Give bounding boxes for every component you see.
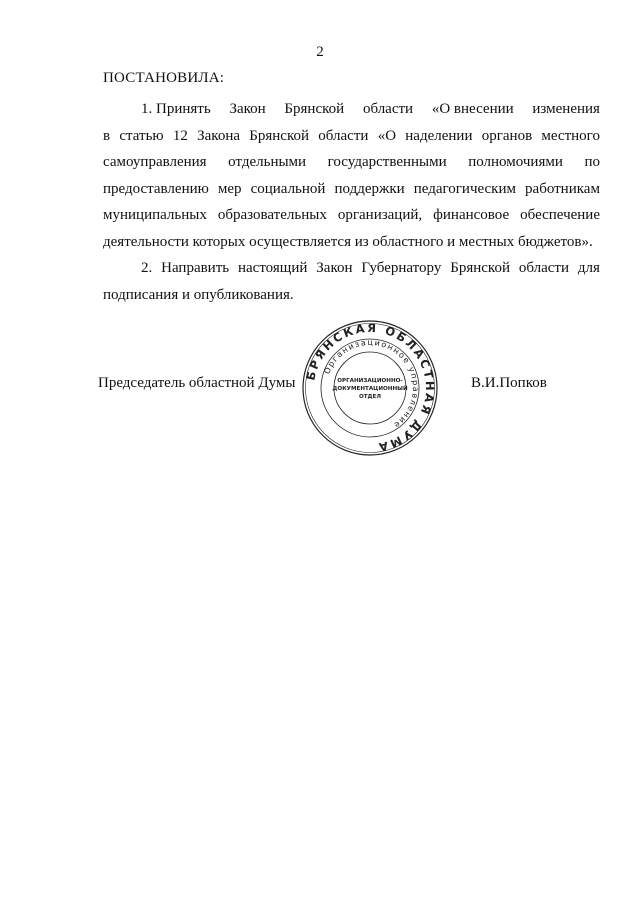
word: организаций, (337, 207, 423, 223)
page-number: 2 (316, 44, 324, 60)
word: подписания и опубликования. (103, 286, 294, 303)
word: финансовое (433, 207, 510, 223)
word: статью (119, 127, 164, 144)
paragraph-1-line-6 (103, 229, 600, 256)
seal-center-line-2: ДОКУМЕНТАЦИОННЫЙ (332, 386, 408, 392)
word: Брянской (284, 101, 345, 117)
word: изменения (532, 101, 600, 117)
word: в (103, 127, 111, 144)
word: Закона (197, 127, 241, 144)
resolution-heading: ПОСТАНОВИЛА: (103, 70, 225, 86)
paragraph-1-line-1 (103, 96, 600, 123)
word: полномочиями (468, 154, 563, 170)
signatory-title: Председатель областной Думы (98, 375, 296, 391)
word: государственными (327, 154, 447, 170)
word: самоуправления (103, 154, 207, 170)
seal-center-line-1: ОРГАНИЗАЦИОННО- (337, 378, 403, 384)
word: области (518, 260, 570, 276)
word: «О (377, 127, 397, 144)
word: поддержки (334, 180, 405, 197)
word: мер (217, 180, 242, 197)
word: Закон (316, 260, 353, 276)
word: 1. Принять (141, 101, 211, 117)
paragraph-1-line-4 (103, 176, 600, 203)
word: 2. (141, 260, 153, 276)
paragraph-2-line-1 (103, 255, 600, 282)
paragraph-1-line-2 (103, 123, 600, 150)
word: образовательных (217, 207, 327, 223)
resolution-body (103, 96, 600, 308)
seal-outer-text: БРЯНСКАЯ ОБЛАСТНАЯ ДУМА (303, 320, 438, 455)
seal-center-line-3: ОТДЕЛ (358, 394, 382, 400)
word: «О внесении (431, 101, 514, 117)
word: области (362, 101, 414, 117)
word: Направить (161, 260, 230, 276)
word: по (584, 154, 600, 170)
word: для (577, 260, 600, 276)
word: работникам (525, 180, 600, 197)
word: социальной (250, 180, 326, 197)
paragraph-2-line-2 (103, 282, 600, 309)
word: обеспечение (520, 207, 600, 223)
word: деятельности которых осуществляется из областного и местных бюджетов». (103, 233, 593, 250)
word: местного (541, 127, 600, 144)
word: педагогическим (413, 180, 516, 197)
signatory-name: В.И.Попков (471, 375, 547, 391)
word: предоставлению (103, 180, 209, 197)
word: области (318, 127, 369, 144)
word: наделении (405, 127, 473, 144)
word: органов (481, 127, 533, 144)
word: Закон (229, 101, 266, 117)
word: настоящий (237, 260, 308, 276)
seal-inner-text: Организационное управление (322, 337, 421, 431)
word: Губернатору (361, 260, 442, 276)
word: Брянской (249, 127, 310, 144)
paragraph-1-line-3 (103, 149, 600, 176)
word: Брянской (450, 260, 510, 276)
word: отдельными (228, 154, 307, 170)
paragraph-1-line-5 (103, 202, 600, 229)
word: муниципальных (103, 207, 207, 223)
official-seal (300, 318, 440, 458)
word: 12 (172, 127, 188, 144)
